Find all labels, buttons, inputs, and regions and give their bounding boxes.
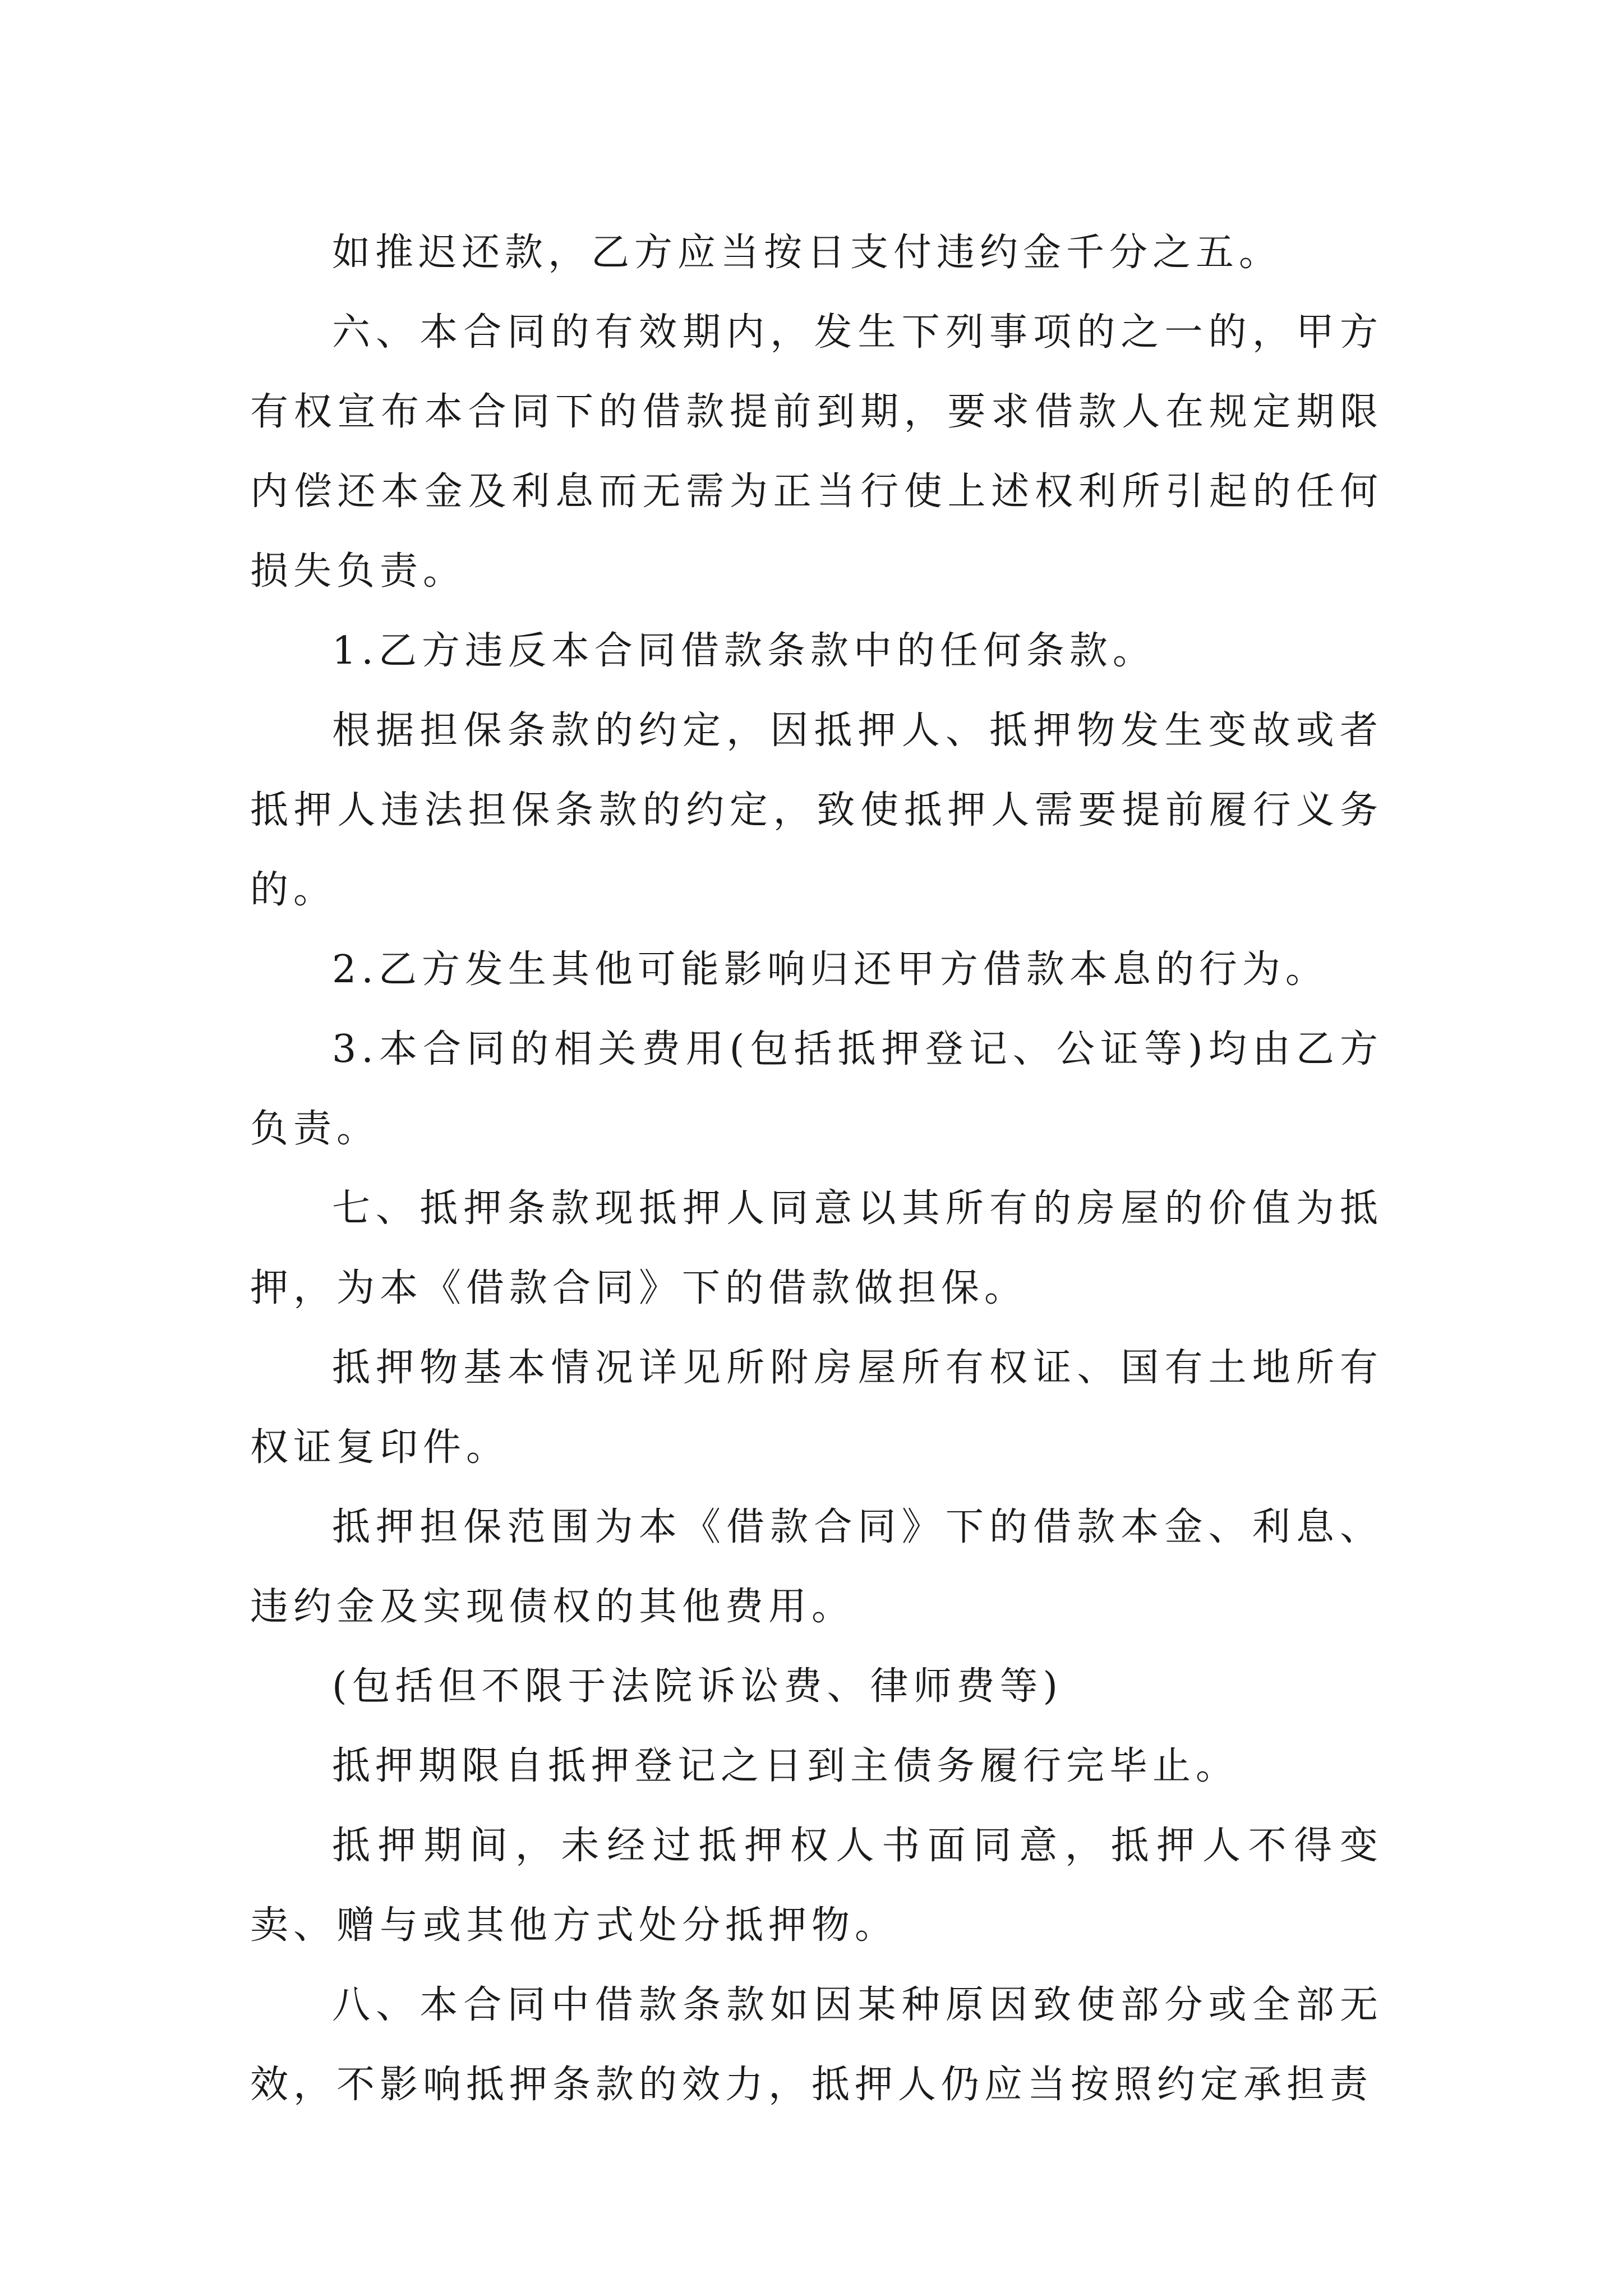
paragraph-item-3: 3.本合同的相关费用(包括抵押登记、公证等)均由乙方负责。 [250, 1027, 1383, 1151]
paragraph-fees-note: (包括但不限于法院诉讼费、律师费等) [332, 1664, 1063, 1709]
paragraph-clause-7: 七、抵押条款现抵押人同意以其所有的房屋的价值为抵押，为本《借款合同》下的借款做担保。 [250, 1186, 1383, 1310]
paragraph-mortgage-term: 抵押期限自抵押登记之日到主债务履行完毕止。 [332, 1744, 1239, 1788]
document-body [250, 213, 1383, 2125]
paragraph-clause-8: 八、本合同中借款条款如因某种原因致使部分或全部无效，不影响抵押条款的效力，抵押人仍应当按照约定承担责 [250, 1983, 1383, 2107]
paragraph-guarantee-scope: 抵押担保范围为本《借款合同》下的借款本金、利息、违约金及实现债权的其他费用。 [250, 1505, 1383, 1629]
paragraph-item-2: 2.乙方发生其他可能影响归还甲方借款本息的行为。 [332, 947, 1329, 992]
paragraph-clause-6: 六、本合同的有效期内，发生下列事项的之一的，甲方有权宣布本合同下的借款提前到期，要求借款人在规定期限内偿还本金及利息而无需为正当行使上述权利所引起的任何损失负责。 [250, 310, 1383, 593]
paragraph-late-payment: 如推迟还款，乙方应当按日支付违约金千分之五。 [332, 231, 1283, 275]
paragraph-guarantee-terms: 根据担保条款的约定，因抵押人、抵押物发生变故或者抵押人违法担保条款的约定，致使抵押人需要提前履行义务的。 [250, 708, 1383, 912]
paragraph-collateral-info: 抵押物基本情况详见所附房屋所有权证、国有土地所有权证复印件。 [250, 1346, 1383, 1470]
paragraph-mortgage-restriction: 抵押期间，未经过抵押权人书面同意，抵押人不得变卖、赠与或其他方式处分抵押物。 [250, 1824, 1383, 1948]
paragraph-item-1: 1.乙方违反本合同借款条款中的任何条款。 [332, 629, 1156, 673]
